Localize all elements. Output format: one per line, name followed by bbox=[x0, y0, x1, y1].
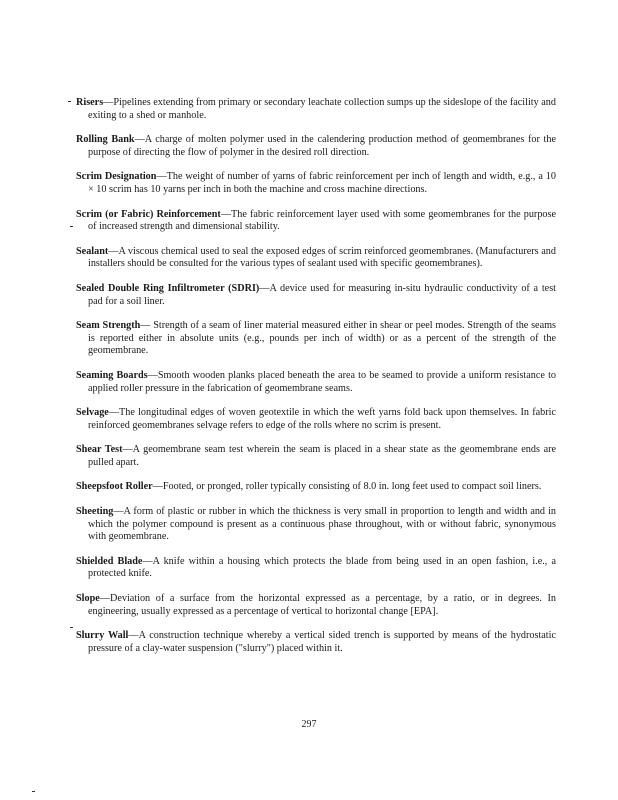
glossary-entry bbox=[76, 630, 556, 655]
glossary-definition: — Strength of a seam of liner material measured either in shear or peel modes. Strength of the seams is reported either in absolute units (e.g., pounds per inch of width) or as a percent of the strength of the geomembrane. bbox=[88, 320, 556, 357]
glossary-term: Sealed Double Ring Infiltrometer (SDRI) bbox=[76, 282, 260, 294]
glossary-term: Sealant bbox=[76, 245, 109, 257]
glossary-definition: —The fabric reinforcement layer used with some geomembranes for the purpose of increased strength and dimensional stability. bbox=[88, 208, 556, 233]
margin-mark bbox=[32, 791, 35, 792]
glossary-entry bbox=[76, 283, 556, 308]
glossary-term: Slurry Wall bbox=[76, 630, 129, 642]
glossary-term: Selvage bbox=[76, 407, 109, 419]
glossary-entry bbox=[76, 593, 556, 618]
glossary-term: Seam Strength bbox=[76, 320, 141, 332]
glossary-entry bbox=[76, 481, 556, 494]
glossary-term: Sheepsfoot Roller bbox=[76, 481, 153, 493]
margin-mark bbox=[68, 101, 71, 102]
glossary-term: Sheeting bbox=[76, 506, 114, 518]
glossary-entry bbox=[76, 370, 556, 395]
glossary-definition: —A viscous chemical used to seal the exposed edges of scrim reinforced geomembranes. (Manufacturers and installers should be consulted for the various types of sealant used with specific geomembranes). bbox=[88, 245, 556, 270]
glossary-entry bbox=[76, 134, 556, 159]
glossary-definition: —The weight of number of yarns of fabric reinforcement per inch of length and width, e.g., a 10 × 10 scrim has 10 yarns per inch in both the machine and cross machine directions. bbox=[88, 171, 556, 195]
glossary-entry bbox=[76, 407, 556, 432]
glossary-entry bbox=[76, 209, 556, 234]
glossary-entry bbox=[76, 444, 556, 469]
glossary-term: Scrim Designation bbox=[76, 171, 157, 183]
glossary-definition: —A charge of molten polymer used in the calendering production method of geomembranes for the purpose of directing the flow of polymer in the desired roll direction. bbox=[88, 134, 556, 158]
glossary-definition: —Pipelines extending from primary or secondary leachate collection sumps up the sideslope of the facility and exiting to a shed or manhole. bbox=[88, 97, 556, 121]
glossary-definition: —Smooth wooden planks placed beneath the area to be seamed to provide a uniform resistance to applied roller pressure in the fabrication of geomembrane seams. bbox=[88, 369, 556, 394]
glossary-list bbox=[76, 97, 556, 655]
glossary-entry bbox=[76, 506, 556, 544]
glossary-definition: —A knife within a housing which protects the blade from being used in an open fashion, i.e., a protected knife. bbox=[88, 555, 556, 580]
glossary-entry bbox=[76, 556, 556, 581]
glossary-definition: —Deviation of a surface from the horizontal expressed as a percentage, by a ratio, or in degrees. In engineering, usually expressed as a percentage of vertical to horizontal change [EPA]. bbox=[88, 593, 556, 617]
glossary-definition: —The longitudinal edges of woven geotextile in which the weft yarns fold back upon themselves. In fabric reinforced geomembranes selvage refers to edge of the rolls where no scrim is present. bbox=[88, 407, 556, 431]
glossary-entry bbox=[76, 171, 556, 196]
glossary-entry bbox=[76, 320, 556, 358]
glossary-entry bbox=[76, 246, 556, 271]
glossary-term: Risers bbox=[76, 97, 104, 108]
glossary-term: Shear Test bbox=[76, 444, 123, 456]
glossary-definition: —A form of plastic or rubber in which the thickness is very small in proportion to length and width and in which the polymer compound is present as a continuous phase throughout, with or without fabric, synonymous with geomembrane. bbox=[88, 506, 556, 543]
glossary-term: Rolling Bank bbox=[76, 134, 135, 146]
margin-mark bbox=[70, 627, 73, 628]
glossary-term: Slope bbox=[76, 593, 100, 605]
glossary-entry bbox=[76, 97, 556, 122]
glossary-definition: —A construction technique whereby a vertical sided trench is supported by means of the hydrostatic pressure of a clay-water suspension ("slurry") placed within it. bbox=[88, 630, 556, 654]
glossary-definition: —A device used for measuring in-situ hydraulic conductivity of a test pad for a soil liner. bbox=[88, 282, 556, 307]
glossary-term: Seaming Boards bbox=[76, 369, 148, 381]
glossary-definition: —Footed, or pronged, roller typically consisting of 8.0 in. long feet used to compact soil liners. bbox=[152, 481, 542, 493]
glossary-term: Scrim (or Fabric) Reinforcement bbox=[76, 208, 221, 220]
margin-mark bbox=[70, 226, 73, 227]
glossary-term: Shielded Blade bbox=[76, 555, 143, 567]
glossary-definition: —A geomembrane seam test wherein the seam is placed in a shear state as the geomembrane ends are pulled apart. bbox=[88, 444, 556, 468]
page-number: 297 bbox=[301, 719, 317, 730]
